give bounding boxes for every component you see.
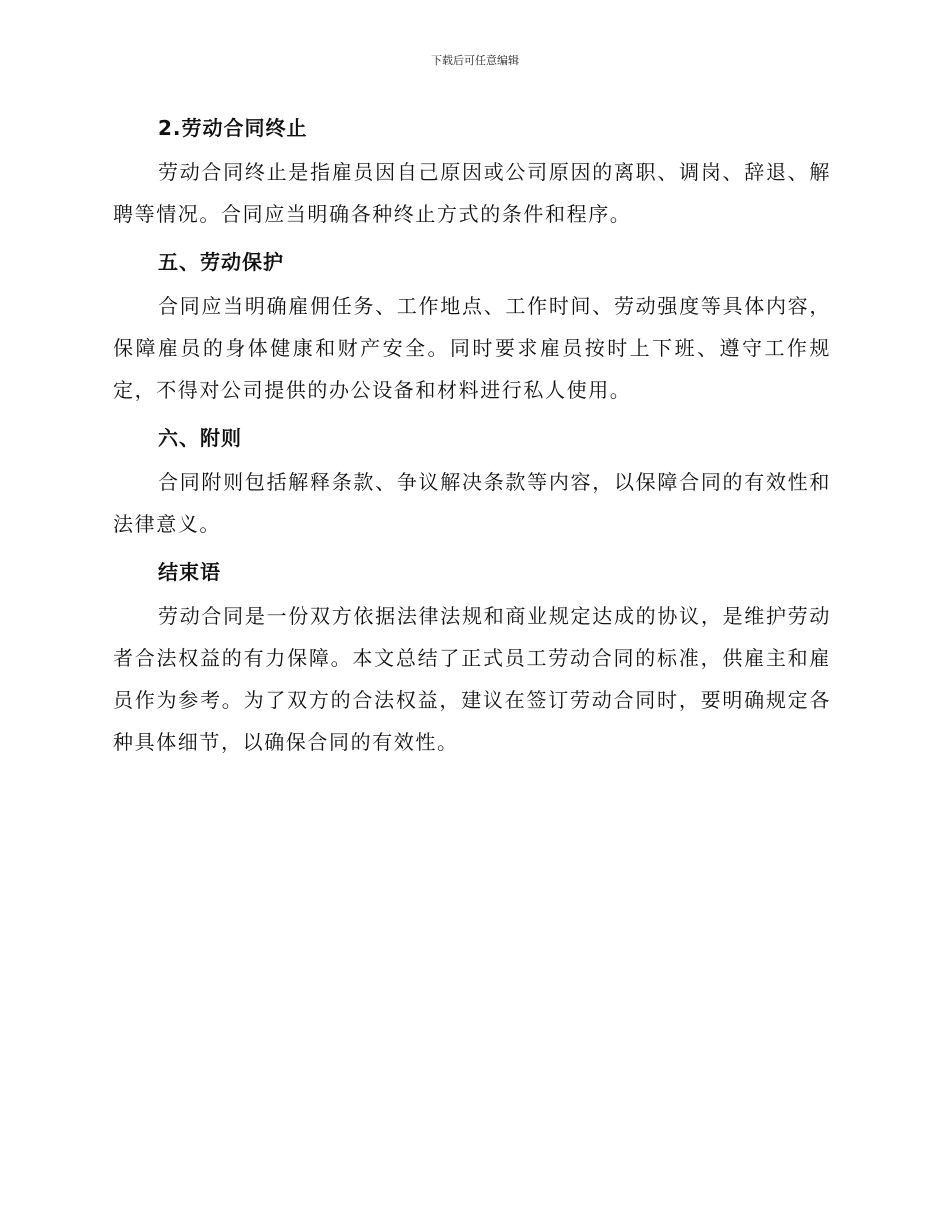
document-body <box>113 114 831 776</box>
section-conclusion <box>113 558 831 763</box>
section-paragraph: 合同应当明确雇佣任务、工作地点、工作时间、劳动强度等具体内容，保障雇员的身体健康和财产安全。同时要求雇员按时上下班、遵守工作规定，不得对公司提供的办公设备和材料进行私人使用。 <box>113 294 831 402</box>
section-paragraph: 劳动合同终止是指雇员因自己原因或公司原因的离职、调岗、辞退、解聘等情况。合同应当明确各种终止方式的条件和程序。 <box>113 160 831 226</box>
section-paragraph: 劳动合同是一份双方依据法律法规和商业规定达成的协议，是维护劳动者合法权益的有力保障。本文总结了正式员工劳动合同的标准，供雇主和雇员作为参考。为了双方的合法权益，建议在签订劳动合同时，要明确规定各种具体细节，以确保合同的有效性。 <box>113 604 831 754</box>
section-heading: 结束语 <box>158 560 221 584</box>
section-paragraph: 合同附则包括解释条款、争议解决条款等内容，以保障合同的有效性和法律意义。 <box>113 470 831 536</box>
section-contract-termination <box>113 114 831 235</box>
page-header: 下载后可任意编辑 <box>431 54 519 67</box>
section-heading: 2.劳动合同终止 <box>158 116 308 140</box>
section-heading: 五、劳动保护 <box>158 250 284 274</box>
section-supplementary-provisions <box>113 424 831 545</box>
section-heading: 六、附则 <box>158 426 242 450</box>
section-labor-protection <box>113 248 831 411</box>
